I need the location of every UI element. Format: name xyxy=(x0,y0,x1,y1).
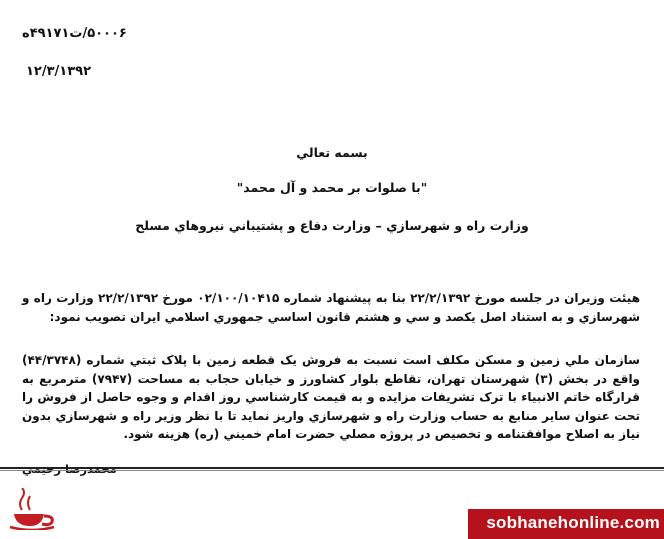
basmala-heading: بسمه تعالي xyxy=(296,145,368,160)
teacup-logo-icon xyxy=(8,488,60,530)
recipient-ministries: وزارت راه و شهرسازي – وزارت دفاع و پشتيباني نيروهاي مسلح xyxy=(135,218,529,233)
body-paragraph-1: هيئت وزيران در جلسه مورخ ۲۲/۲/۱۳۹۲ بنا به پيشنهاد شماره ۰۲/۱۰۰/۱۰۴۱۵ مورخ ۲۲/۲/۱۳۹۲ وزارت راه و شهرسازي و به استناد اصل يكصد و سي و هشتم قانون اساسي جمهوري اسلامي ايران تصويب نمود: xyxy=(22,291,641,324)
salawat-heading: "با صلوات بر محمد و آل محمد" xyxy=(236,180,428,195)
body-paragraph-2: سازمان ملي زمين و مسكن مكلف است نسبت به فروش يک قطعه زمين با پلاک ثبتي شماره (۴۴/۳۷۴۸) واقع در بخش (۳) شهرستان تهران، تقاطع بلوار كشاورز و خيابان حجاب به مساحت (۷۹۴۷) مترمربع به قرارگاه خاتم الانبياء با ترک تشريفات مزايده و به قيمت كارشناسي روز اقدام و وجوه حاصل از فروش را تحت عنوان ساير منابع به حساب وزارت راه و شهرسازي واريز نمايد تا با نظر وزير راه و شهرسازي بدون نياز به اصلاح موافقتنامه و تخصيص در پروژه مصلي حضرت امام خميني (ره) هزينه شود. xyxy=(22,353,641,441)
watermark-site-url: sobhanehonline.com xyxy=(486,513,660,532)
document-date: ۱۲/۳/۱۳۹۲ xyxy=(26,64,92,79)
divider-line xyxy=(0,467,664,473)
reference-number: ۵۰۰۰۶/ت۴۹۱۷۱ه xyxy=(22,26,127,41)
